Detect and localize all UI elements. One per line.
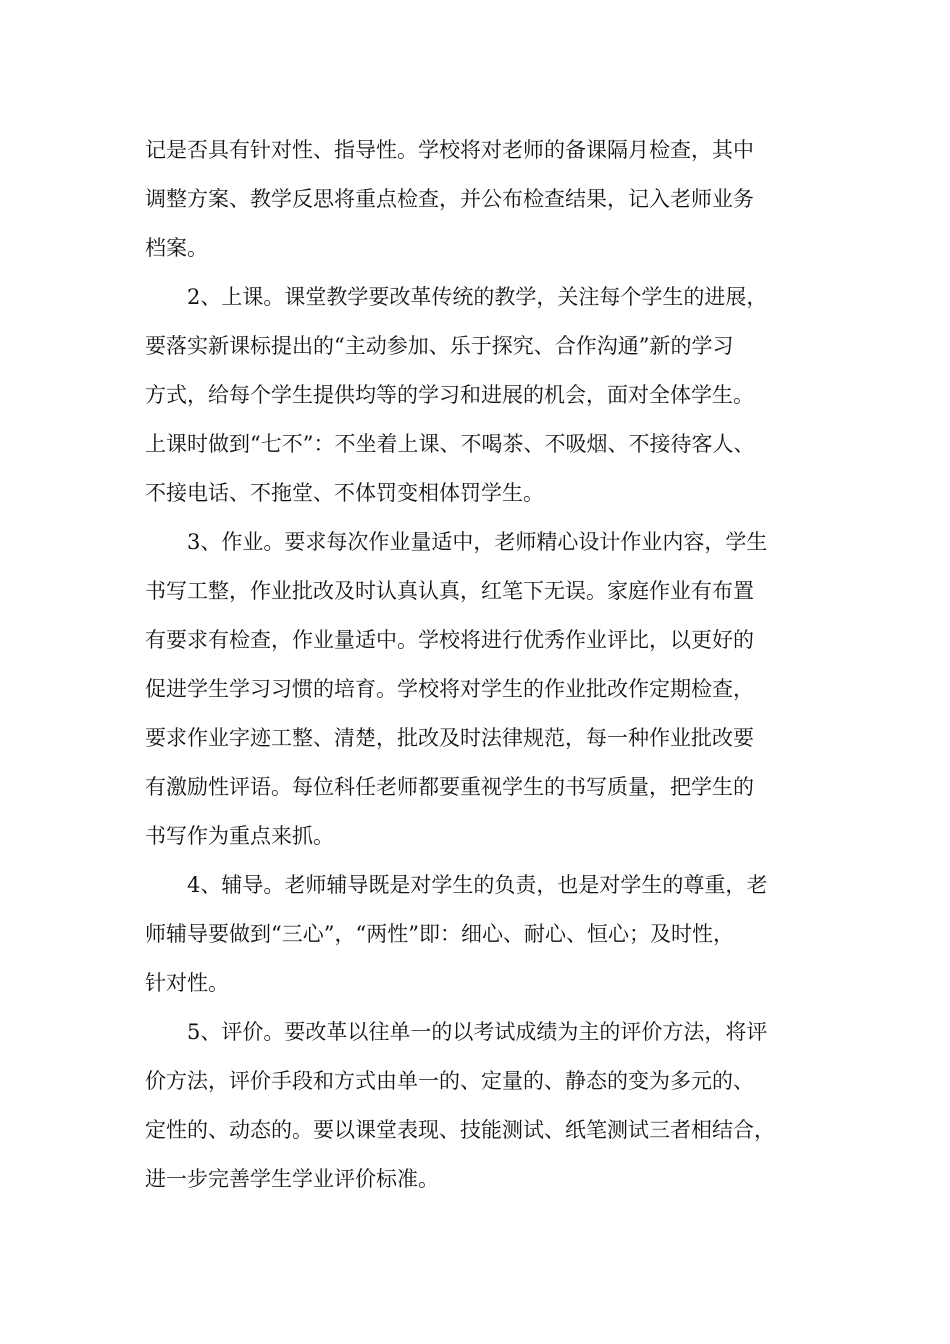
paragraph-tutoring xyxy=(145,861,835,1008)
paragraph-first-line: 4、辅导。老师辅导既是对学生的负责，也是对学生的尊重，老 xyxy=(187,873,768,897)
paragraph-line: 调整方案、教学反思将重点检查，并公布检查结果，记入老师业务 xyxy=(145,187,754,211)
paragraph-line: 针对性。 xyxy=(145,971,229,995)
paragraph-evaluation xyxy=(145,1008,835,1204)
paragraph-line: 记是否具有针对性、指导性。学校将对老师的备课隔月检查，其中 xyxy=(145,138,754,162)
paragraph-backup-check xyxy=(145,126,835,273)
paragraph-homework xyxy=(145,518,835,861)
paragraph-line: 上课时做到“七不”：不坐着上课、不喝茶、不吸烟、不接待客人、 xyxy=(145,432,755,456)
paragraph-first-line: 5、评价。要改革以往单一的以考试成绩为主的评价方法，将评 xyxy=(187,1020,768,1044)
paragraph-line: 促进学生学习习惯的培育。学校将对学生的作业批改作定期检查， xyxy=(145,677,754,701)
paragraph-line: 师辅导要做到“三心”，“两性”即：细心、耐心、恒心；及时性， xyxy=(145,922,734,946)
paragraph-line: 不接电话、不拖堂、不体罚变相体罚学生。 xyxy=(145,481,544,505)
paragraph-line: 方式，给每个学生提供均等的学习和进展的机会，面对全体学生。 xyxy=(145,383,754,407)
paragraph-line: 书写作为重点来抓。 xyxy=(145,824,334,848)
paragraph-line: 要落实新课标提出的“主动参加、乐于探究、合作沟通”新的学习 xyxy=(145,334,734,358)
paragraph-first-line: 3、作业。要求每次作业量适中，老师精心设计作业内容，学生 xyxy=(187,530,768,554)
paragraph-line: 价方法，评价手段和方式由单一的、定量的、静态的变为多元的、 xyxy=(145,1069,754,1093)
paragraph-line: 要求作业字迹工整、清楚，批改及时法律规范，每一种作业批改要 xyxy=(145,726,754,750)
paragraph-line: 档案。 xyxy=(145,236,208,260)
paragraph-first-line: 2、上课。课堂教学要改革传统的教学，关注每个学生的进展， xyxy=(187,285,768,309)
paragraph-line: 有激励性评语。每位科任老师都要重视学生的书写质量，把学生的 xyxy=(145,775,754,799)
paragraph-line: 有要求有检查，作业量适中。学校将进行优秀作业评比，以更好的 xyxy=(145,628,754,652)
paragraph-line: 定性的、动态的。要以课堂表现、技能测试、纸笔测试三者相结合， xyxy=(145,1118,775,1142)
paragraph-line: 进一步完善学生学业评价标准。 xyxy=(145,1167,439,1191)
paragraph-line: 书写工整，作业批改及时认真认真，红笔下无误。家庭作业有布置 xyxy=(145,579,754,603)
document-body xyxy=(145,126,835,1204)
paragraph-class xyxy=(145,273,835,518)
